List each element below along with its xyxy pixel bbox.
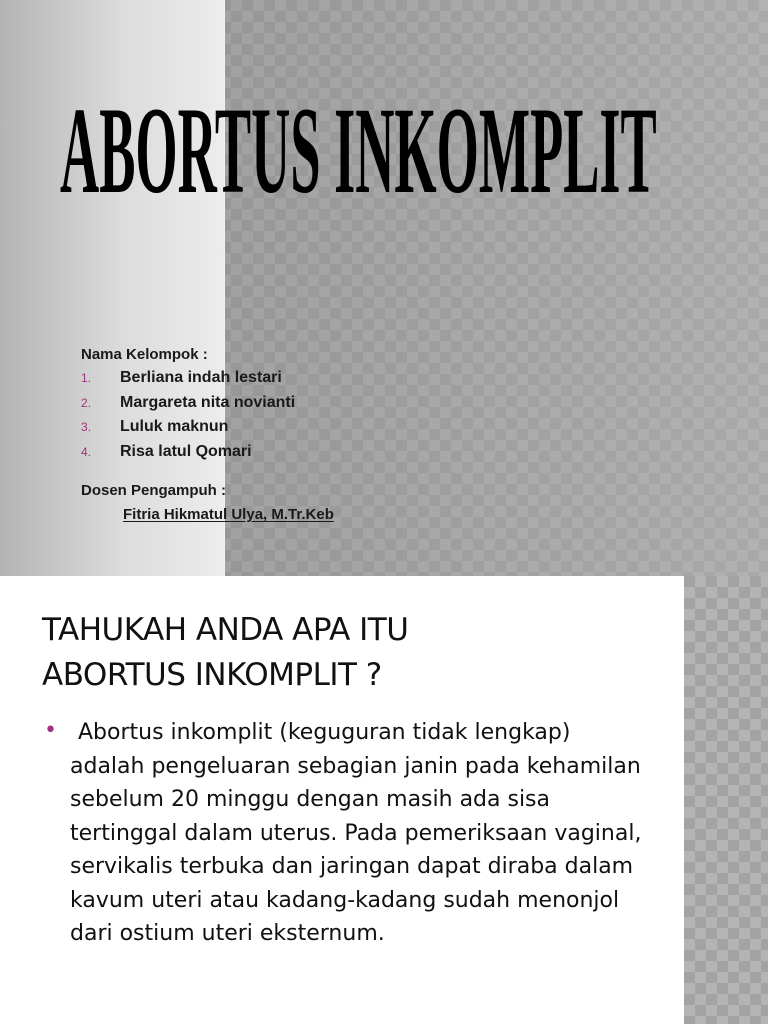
content-slide-title [42,608,642,698]
list-item [81,391,461,416]
lecturer-label: Dosen Pengampuh : [81,482,227,499]
list-item [81,366,461,391]
slide-title: ABORTUS INKOMPLIT [60,81,657,220]
content-body [44,716,644,951]
list-item [81,440,461,465]
group-label: Nama Kelompok : [81,346,208,363]
member-list [81,366,461,464]
list-item [81,415,461,440]
member-name: Berliana indah lestari [120,369,282,386]
group-info [81,344,461,524]
bullet-icon: • [44,718,57,743]
list-number: 4. [81,444,92,459]
member-name: Margareta nita novianti [120,393,296,411]
title-line-1: TAHUKAH ANDA APA ITU [42,612,409,648]
content-slide [0,576,768,1024]
slide-pattern-strip [684,576,768,1024]
list-number: 1. [81,371,92,385]
list-number: 2. [81,395,92,410]
lecturer-name: Fitria Hikmatul Ulya, M.Tr.Keb [123,506,334,523]
bullet-text: Abortus inkomplit (keguguran tidak lengkap) adalah pengeluaran sebagian janin pada kehamilan sebelum 20 minggu dengan masih ada sisa tertinggal dalam uterus. Pada pemeriksaan vaginal, servikalis terbuka dan jaringan dapat diraba dalam kavum uteri atau kadang-kadang sudah menonjol dari ostium uteri eksternum. [70,720,642,946]
member-name: Luluk maknun [120,418,229,435]
list-number: 3. [81,420,92,434]
member-name: Risa latul Qomari [120,442,252,460]
title-line-2: ABORTUS INKOMPLIT ? [42,657,382,693]
bullet-item [44,716,644,951]
